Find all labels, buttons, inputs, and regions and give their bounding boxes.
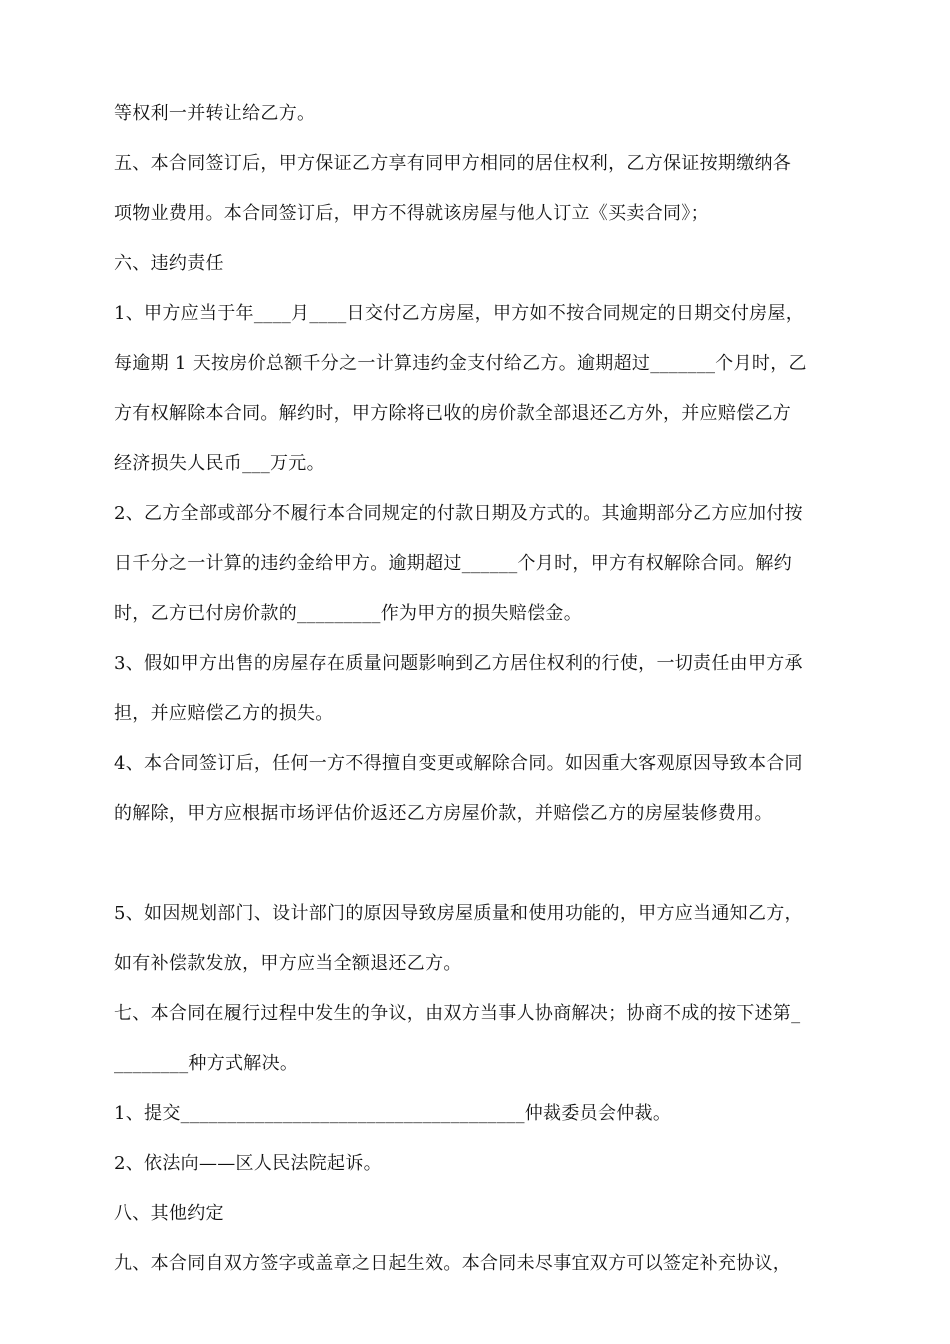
text-line: 五、本合同签订后，甲方保证乙方享有同甲方相同的居住权利，乙方保证按期缴纳各 xyxy=(114,153,792,174)
text-line: 2、依法向——区人民法院起诉。 xyxy=(114,1153,382,1174)
text-line: 每逾期 1 天按房价总额千分之一计算违约金支付给乙方。逾期超过_______个月时，乙 xyxy=(114,353,807,374)
text-line: 七、本合同在履行过程中发生的争议，由双方当事人协商解决；协商不成的按下述第_ xyxy=(114,1003,801,1024)
section-heading: 六、违约责任 xyxy=(114,253,224,274)
text-line: 担，并应赔偿乙方的损失。 xyxy=(114,703,334,724)
text-line: 方有权解除本合同。解约时，甲方除将已收的房价款全部退还乙方外，并应赔偿乙方 xyxy=(114,403,792,424)
text-line: 1、甲方应当于年____月____日交付乙方房屋，甲方如不按合同规定的日期交付房屋， xyxy=(114,303,805,324)
text-line: 如有补偿款发放，甲方应当全额退还乙方。 xyxy=(114,953,462,974)
text-line: 4、本合同签订后，任何一方不得擅自变更或解除合同。如因重大客观原因导致本合同 xyxy=(114,753,803,774)
text-line: 日千分之一计算的违约金给甲方。逾期超过______个月时，甲方有权解除合同。解约 xyxy=(114,553,792,574)
text-line: 1、提交_____________________________________仲裁委员会仲裁。 xyxy=(114,1103,672,1124)
text-line: 九、本合同自双方签字或盖章之日起生效。本合同未尽事宜双方可以签定补充协议， xyxy=(114,1253,792,1274)
text-line: 等权利一并转让给乙方。 xyxy=(114,103,316,124)
section-heading: 八、其他约定 xyxy=(114,1203,224,1224)
text-line: 3、假如甲方出售的房屋存在质量问题影响到乙方居住权利的行使，一切责任由甲方承 xyxy=(114,653,803,674)
text-line: ________种方式解决。 xyxy=(114,1053,299,1074)
text-line: 经济损失人民币___万元。 xyxy=(114,453,325,474)
text-line: 5、如因规划部门、设计部门的原因导致房屋质量和使用功能的，甲方应当通知乙方， xyxy=(114,903,803,924)
text-line: 的解除，甲方应根据市场评估价返还乙方房屋价款，并赔偿乙方的房屋装修费用。 xyxy=(114,803,773,824)
text-line: 项物业费用。本合同签订后，甲方不得就该房屋与他人订立《买卖合同》； xyxy=(114,203,709,224)
text-line: 2、乙方全部或部分不履行本合同规定的付款日期及方式的。其逾期部分乙方应加付按 xyxy=(114,503,803,524)
text-line: 时，乙方已付房价款的_________作为甲方的损失赔偿金。 xyxy=(114,603,582,624)
